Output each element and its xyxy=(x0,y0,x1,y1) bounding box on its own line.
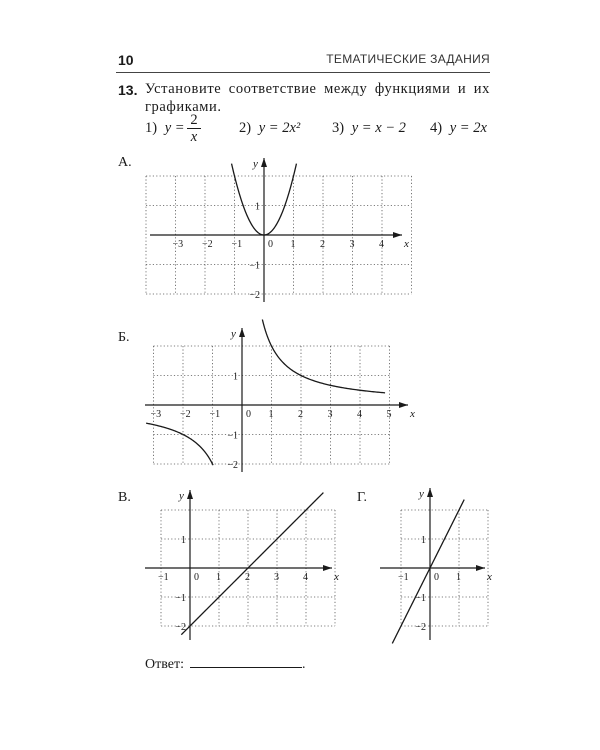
graph-g-x-axis-label: x xyxy=(487,571,492,583)
graph-b-y-axis-label: y xyxy=(231,328,236,340)
graph-v-x-tick-label: 2 xyxy=(245,572,250,583)
header-title: ТЕМАТИЧЕСКИЕ ЗАДАНИЯ xyxy=(326,52,490,66)
graph-v-y-tick-label: 1 xyxy=(181,535,186,546)
option-2-formula: y = 2x² xyxy=(258,120,301,136)
task-number: 13. xyxy=(118,82,138,98)
graph-g-y-tick-label: −2 xyxy=(415,622,426,633)
graph-b-x-tick-label: 5 xyxy=(386,409,392,420)
graph-a-y-tick-label: 1 xyxy=(255,201,260,213)
graph-a-x-tick-label: −2 xyxy=(202,239,213,250)
graph-a-y-tick-label: −2 xyxy=(249,290,260,301)
graph-v-x-tick-label: 4 xyxy=(303,572,308,583)
graph-b-label: Б. xyxy=(118,330,130,345)
graph-a-x-tick-label: 4 xyxy=(379,239,384,250)
graph-a-x-tick-label: 3 xyxy=(349,239,355,250)
graph-b-y-tick-label: −2 xyxy=(227,460,238,471)
graph-g-y-axis-label: y xyxy=(419,488,424,500)
option-3-number: 3) xyxy=(332,120,345,136)
answer-line xyxy=(145,655,305,673)
graph-g-label: Г. xyxy=(357,490,368,505)
graph-b-x-tick-label: −3 xyxy=(150,409,162,420)
graph-a-y-tick-label: −1 xyxy=(249,260,260,272)
graph-v-y-tick-label: −2 xyxy=(175,622,186,633)
answer-end: . xyxy=(301,657,306,672)
graph-b-x-tick-label: 4 xyxy=(357,409,362,420)
graph-g-x-tick-label: 1 xyxy=(456,572,461,583)
graph-b-x-axis-label: x xyxy=(410,408,415,420)
graph-a-x-axis-label: x xyxy=(404,238,409,250)
option-4-number: 4) xyxy=(430,120,443,136)
option-3-formula: y = x − 2 xyxy=(351,120,406,136)
graph-a-y-axis-label: y xyxy=(253,158,258,170)
graph-v-y-tick-label: −1 xyxy=(175,593,186,604)
option-1-number: 1) xyxy=(145,120,158,136)
page-number: 10 xyxy=(118,52,134,68)
graph-v-x-tick-label: −1 xyxy=(158,572,169,583)
graph-b-x-tick-label: 3 xyxy=(327,409,333,420)
graph-b-x-tick-label: 2 xyxy=(298,409,303,420)
graph-a-x-tick-label: 1 xyxy=(290,239,296,250)
graph-a-x-tick-label: 0 xyxy=(268,239,273,250)
graph-v-x-tick-label: 1 xyxy=(216,572,221,583)
graph-v-x-tick-label: 0 xyxy=(194,572,199,583)
graph-b-y-tick-label: −1 xyxy=(227,430,238,442)
graph-v-y-axis-label: y xyxy=(179,490,184,502)
graph-b-y-tick-label: 1 xyxy=(233,371,238,383)
graph-b-x-tick-label: 0 xyxy=(246,409,251,420)
graph-v-x-axis-label: x xyxy=(334,571,339,583)
graph-g-x-tick-label: −1 xyxy=(398,572,409,583)
graph-a-x-tick-label: −3 xyxy=(172,239,184,250)
graph-b-x-tick-label: 1 xyxy=(268,409,274,420)
graph-v-label: В. xyxy=(118,490,131,505)
graph-g-x-tick-label: 0 xyxy=(434,572,439,583)
answer-label: Ответ: xyxy=(145,657,184,672)
graph-a-x-tick-label: −1 xyxy=(231,239,243,250)
graph-g-y-tick-label: 1 xyxy=(421,535,426,546)
graph-g-y-arrow xyxy=(427,488,433,497)
option-1-lhs: y = xyxy=(164,120,185,136)
option-1-denominator: x xyxy=(190,129,198,145)
graph-b-x-tick-label: −1 xyxy=(209,409,221,420)
graph-a-label: А. xyxy=(118,155,132,170)
answer-blank[interactable] xyxy=(190,655,302,668)
graph-a-x-tick-label: 2 xyxy=(320,239,325,250)
graph-g-x-arrow xyxy=(476,565,485,571)
task-text: Установите соответствие между функциями и их графиками. xyxy=(145,81,490,115)
graph-g-y-tick-label: −1 xyxy=(415,593,426,604)
graph-b-x-tick-label: −2 xyxy=(180,409,191,420)
option-2-number: 2) xyxy=(239,120,252,136)
graph-v-x-tick-label: 3 xyxy=(274,572,279,583)
option-4-formula: y = 2x xyxy=(449,120,487,136)
option-1-numerator: 2 xyxy=(187,112,201,129)
